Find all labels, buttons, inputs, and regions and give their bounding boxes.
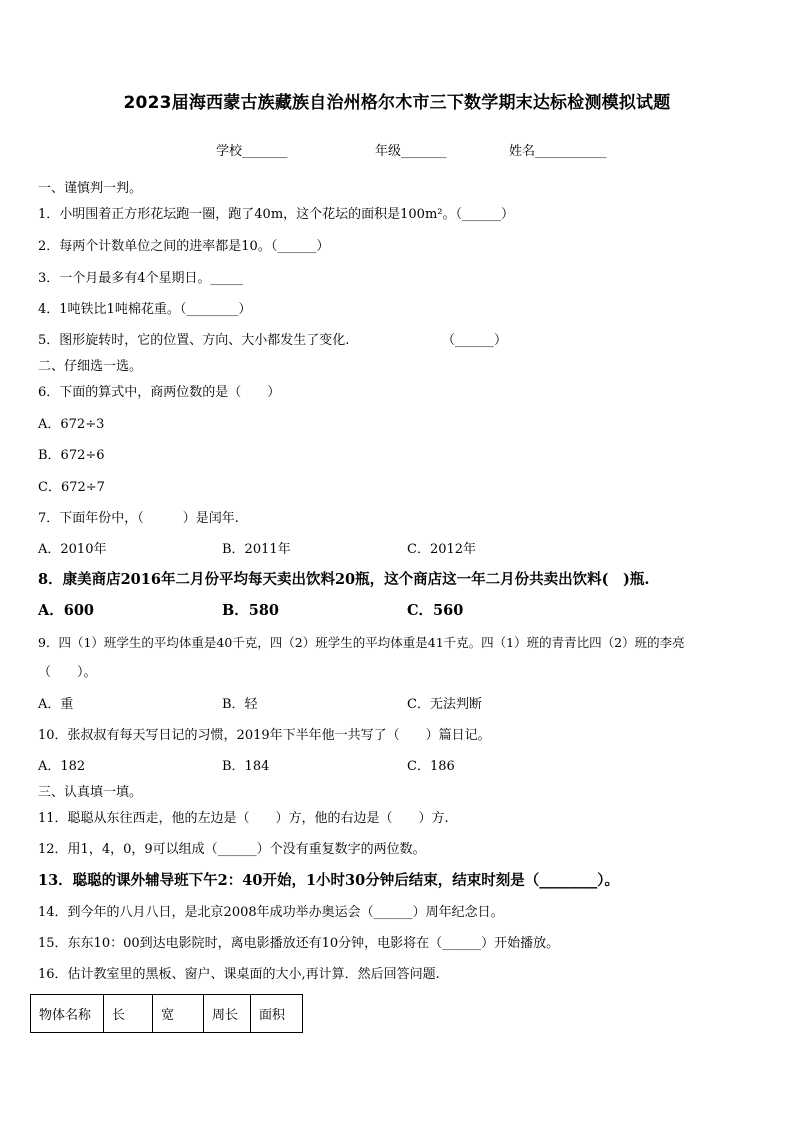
question-8-option-a: A．600 [38,602,95,619]
question-6: 6．下面的算式中，商两位数的是（ ） [38,385,281,400]
question-4: 4．1吨铁比1吨棉花重。（________） [38,302,252,317]
question-5: 5．图形旋转时，它的位置、方向、大小都发生了变化. [38,333,350,348]
question-11: 11．聪聪从东往西走，他的左边是（ ）方，他的右边是（ ）方. [38,811,449,826]
question-10-option-b: B．184 [222,759,270,774]
table-header-cell: 长 [104,995,153,1033]
table-header-cell: 周长 [204,995,251,1033]
question-6-option-b: B．672÷6 [38,448,105,463]
question-6-option-c: C．672÷7 [38,480,105,495]
question-8-option-c: C．560 [407,602,464,619]
question-10: 10．张叔叔有每天写日记的习惯，2019年下半年他一共写了（ ）篇日记。 [38,728,491,743]
question-12: 12．用1，4，0，9可以组成（______）个没有重复数字的两位数。 [38,842,426,857]
table-header-cell: 物体名称 [31,995,104,1033]
question-14: 14．到今年的八月八日，是北京2008年成功举办奥运会（______）周年纪念日。 [38,905,504,920]
question-10-option-c: C．186 [407,759,455,774]
question-6-option-a: A．672÷3 [38,417,105,432]
question-9-option-b: B．轻 [222,697,258,712]
question-9-option-a: A．重 [38,697,74,712]
question-8: 8．康美商店2016年二月份平均每天卖出饮料20瓶，这个商店这一年二月份共卖出饮料( )瓶. [38,571,650,588]
question-7-option-c: C．2012年 [407,542,477,557]
question-7-option-b: B．2011年 [222,542,291,557]
question-2: 2．每两个计数单位之间的进率都是10。（______） [38,239,330,254]
question-9-option-c: C．无法判断 [407,697,482,712]
estimate-table [30,994,303,1033]
question-3: 3．一个月最多有4个星期日。_____ [38,271,244,286]
question-15: 15．东东10：00到达电影院时，离电影播放还有10分钟，电影将在（______）开始播放。 [38,936,560,951]
question-9-continuation: （ ）。 [38,665,97,680]
question-8-option-b: B．580 [222,602,280,619]
page-title: 2023届海西蒙古族藏族自治州格尔木市三下数学期末达标检测模拟试题 [123,93,671,113]
question-16: 16．估计教室里的黑板、窗户、课桌面的大小,再计算．然后回答问题. [38,967,440,982]
school-field: 学校_______ [216,144,288,159]
question-7: 7．下面年份中，（ ）是闰年. [38,511,239,526]
section-heading-choose: 二、仔细选一选。 [38,359,143,374]
question-7-option-a: A．2010年 [38,542,107,557]
question-10-option-a: A．182 [38,759,86,774]
question-5-blank: （______） [442,333,508,348]
name-field: 姓名___________ [509,144,607,159]
section-heading-judge: 一、谨慎判一判。 [38,181,143,196]
question-13: 13．聪聪的课外辅导班下午2：40开始，1小时30分钟后结束，结束时刻是（________）。 [38,872,619,889]
table-header-cell: 宽 [153,995,204,1033]
table-header-row [31,995,303,1033]
grade-field: 年级_______ [375,144,447,159]
section-heading-fill: 三、认真填一填。 [38,785,143,800]
question-9: 9．四（1）班学生的平均体重是40千克，四（2）班学生的平均体重是41千克。四（1）班的青青比四（2）班的李亮 [38,635,685,650]
table-header-cell: 面积 [251,995,303,1033]
question-1: 1．小明围着正方形花坛跑一圈，跑了40m，这个花坛的面积是100m²。（______） [38,207,514,222]
